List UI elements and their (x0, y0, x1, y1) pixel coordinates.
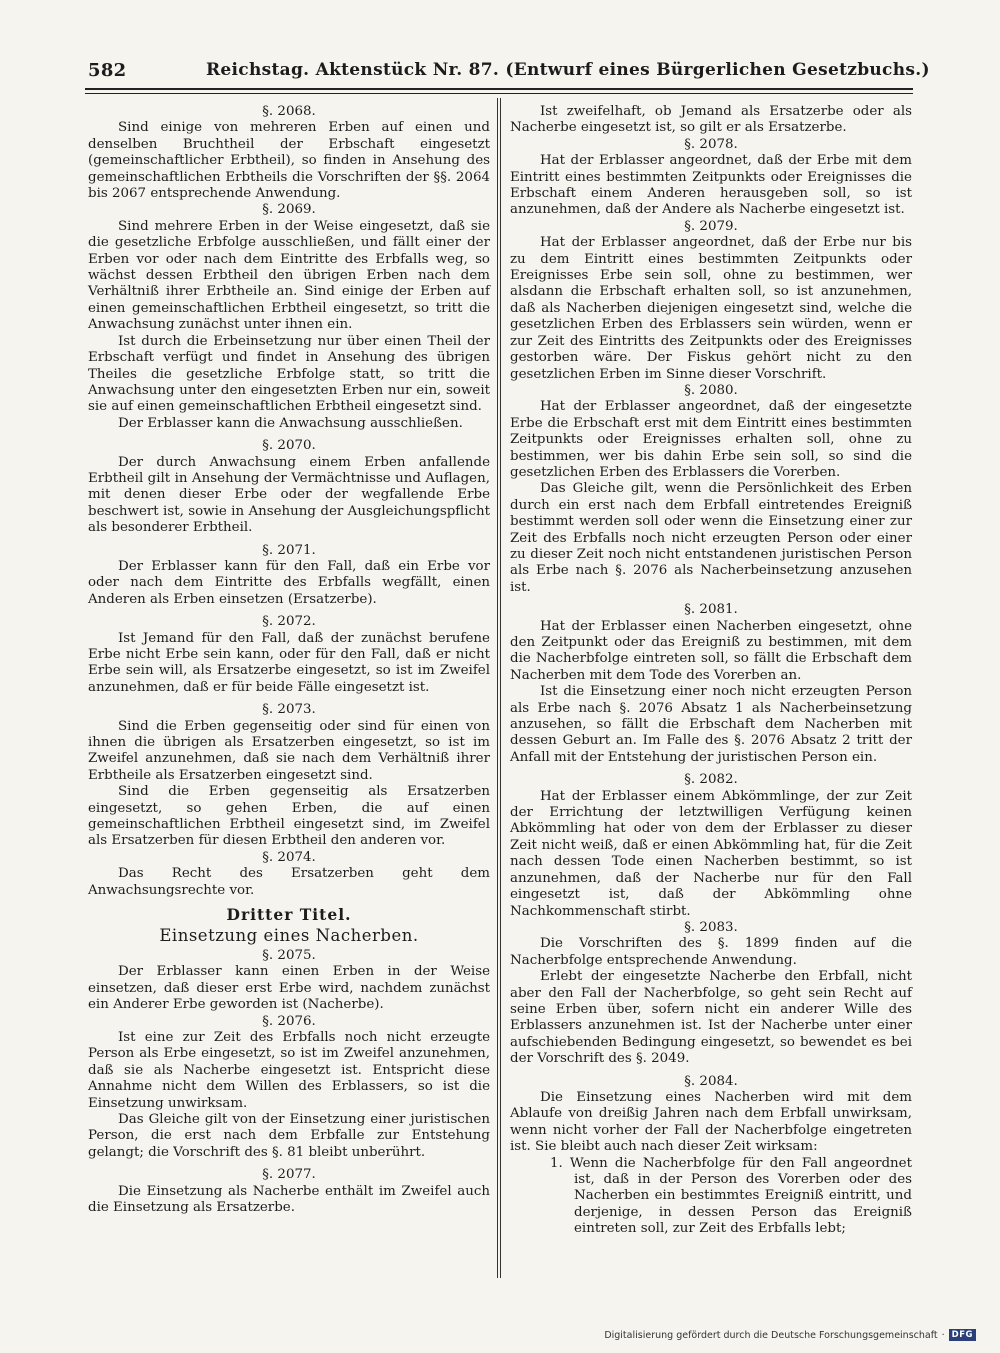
section-heading: §. 2083. (684, 919, 738, 935)
footer-separator: · (941, 1329, 945, 1341)
paragraph: Das Gleiche gilt, wenn die Persönlichkeit des Erben durch ein erst nach dem Erbfall eintretendes Ereigniß bestimmt werden soll oder wenn die Einsetzung einer zur Zeit des Erbfalls noch nicht erzeugten Person oder einer zu dieser Zeit noch nicht entstandenen juristischen Person als Erbe nach §. 2076 als Nacherbeinsetzung anzusehen ist. (510, 481, 912, 595)
section-heading: §. 2079. (684, 218, 738, 234)
paragraph: Die Vorschriften des §. 1899 finden auf die Nacherbfolge entsprechende Anwendung. (510, 936, 912, 968)
paragraph: Hat der Erblasser angeordnet, daß der Erbe mit dem Eintritt eines bestimmten Zeitpunkts oder Ereignisses die Erbschaft einem Anderen herausgeben soll, so ist anzunehmen, daß der Andere als Nacherbe eingesetzt ist. (510, 153, 912, 218)
paragraph: Das Gleiche gilt von der Einsetzung einer juristischen Person, die erst nach dem Erbfalle zur Entstehung gelangt; die Vorschrift des §. 81 bleibt unberührt. (88, 1111, 490, 1160)
list-item: 1. Wenn die Nacherbfolge für den Fall angeordnet ist, daß in der Person des Vorerben oder des Nacherben ein bestimmtes Ereigniß eintritt, und derjenige, in dessen Person das Ereigniß eintreten soll, zur Zeit des Erbfalls lebt; (550, 1155, 912, 1237)
paragraph: Hat der Erblasser einen Nacherben eingesetzt, ohne den Zeitpunkt oder das Ereigniß zu bestimmen, mit dem die Nacherbfolge eintreten soll, so fällt die Erbschaft dem Nacherben mit dem Tode des Vorerben an. (510, 618, 912, 683)
header-rule-thin (85, 93, 913, 94)
page-number: 582 (88, 60, 127, 81)
section-heading: §. 2075. (262, 947, 316, 963)
paragraph: Der Erblasser kann einen Erben in der Weise einsetzen, daß dieser erst Erbe wird, nachdem zunächst ein Anderer Erbe geworden ist (Nacherbe). (88, 964, 490, 1013)
paragraph: Ist eine zur Zeit des Erbfalls noch nicht erzeugte Person als Erbe eingesetzt, so ist im Zweifel anzunehmen, daß sie als Nacherbe eingesetzt ist. Entspricht diese Annahme nicht dem Willen des Erblassers, so ist die Einsetzung unwirksam. (88, 1029, 490, 1111)
paragraph: Ist durch die Erbeinsetzung nur über einen Theil der Erbschaft verfügt und findet in Ansehung des übrigen Theiles die gesetzliche Erbfolge statt, so tritt die Anwachsung unter den eingesetzten Erben nur ein, soweit sie auf einen gemeinschaftlichen Erbtheil eingesetzt sind. (88, 333, 490, 415)
paragraph: Sind die Erben gegenseitig oder sind für einen von ihnen die übrigen als Ersatzerben eingesetzt, so ist im Zweifel anzunehmen, daß sie nach dem Verhältniß ihrer Erbtheile als Ersatzerben eingesetzt sind. (88, 718, 490, 783)
paragraph: Sind die Erben gegenseitig als Ersatzerben eingesetzt, so gehen Erben, die auf einen gemeinschaftlichen Erbtheil eingesetzt sind, im Zweifel als Ersatzerben für diesen Erbtheil den anderen vor. (88, 784, 490, 849)
paragraph: Die Einsetzung als Nacherbe enthält im Zweifel auch die Einsetzung als Ersatzerbe. (88, 1183, 490, 1215)
paragraph: Der durch Anwachsung einem Erben anfallende Erbtheil gilt in Ansehung der Vermächtnisse und Auflagen, mit denen dieser Erbe oder der wegfallende Erbe beschwert ist, sowie in Ansehung der Ausgleichungspflicht als besonderer Erbtheil. (88, 454, 490, 536)
section-heading: §. 2077. (262, 1167, 316, 1183)
section-heading: §. 2084. (684, 1073, 738, 1089)
paragraph: Ist Jemand für den Fall, daß der zunächst berufene Erbe nicht Erbe sein kann, oder für den Fall, daß er nicht Erbe sein will, als Ersatzerbe eingesetzt, so ist im Zweifel anzunehmen, daß er für beide Fälle eingesetzt ist. (88, 630, 490, 695)
paragraph: Hat der Erblasser angeordnet, daß der eingesetzte Erbe die Erbschaft erst mit dem Eintritt eines bestimmten Zeitpunkts oder Ereignisses erhalten soll, ohne zu bestimmen, wer bis dahin Erbe sein soll, so sind die gesetzlichen Erben des Erblassers die Vorerben. (510, 399, 912, 480)
paragraph: Ist zweifelhaft, ob Jemand als Ersatzerbe oder als Nacherbe eingesetzt ist, so gilt er als Ersatzerbe. (510, 104, 912, 136)
section-heading: §. 2080. (684, 382, 738, 398)
running-title: Reichstag. Aktenstück Nr. 87. (Entwurf eines Bürgerlichen Gesetzbuchs.) (206, 60, 930, 80)
section-heading: §. 2082. (684, 772, 738, 788)
section-heading: §. 2074. (262, 849, 316, 865)
paragraph: Der Erblasser kann für den Fall, daß ein Erbe vor oder nach dem Eintritte des Erbfalls wegfällt, einen Anderen als Erben einsetzen (Ersatzerbe). (88, 558, 490, 607)
dfg-logo-icon: DFG (949, 1329, 976, 1341)
column-divider-inner (500, 98, 501, 1278)
paragraph: Hat der Erblasser angeordnet, daß der Erbe nur bis zu dem Eintritt eines bestimmten Zeitpunkts oder Ereignisses Erbe sein soll, ohne zu bestimmen, wer alsdann die Erbschaft erhalten soll, so ist anzunehmen, daß als Nacherben diejenigen eingesetzt sind, welche die gesetzlichen Erben des Erblassers sein würden, wenn er zur Zeit des Eintritts des Zeitpunkts oder des Ereignisses gestorben wäre. Der Fiskus gehört nicht zu den gesetzlichen Erben im Sinne dieser Vorschrift. (510, 235, 912, 382)
section-heading: §. 2070. (262, 438, 316, 454)
section-heading: §. 2068. (262, 104, 316, 119)
paragraph: Sind mehrere Erben in der Weise eingesetzt, daß sie die gesetzliche Erbfolge ausschließen, und fällt einer der Erben vor oder nach dem Eintritte des Erbfalls weg, so wächst dessen Erbtheil den übrigen Erben nach dem Verhältniß ihrer Erbtheile an. Sind einige der Erben auf einen gemeinschaftlichen Erbtheil eingesetzt, so tritt die Anwachsung zunächst unter ihnen ein. (88, 218, 490, 333)
section-heading: §. 2069. (262, 202, 316, 218)
section-heading: §. 2072. (262, 614, 316, 630)
paragraph: Der Erblasser kann die Anwachsung ausschließen. (118, 415, 463, 431)
paragraph: Hat der Erblasser einem Abkömmlinge, der zur Zeit der Errichtung der letztwilligen Verfügung keinen Abkömmling hat oder von dem der Erblasser zu dieser Zeit nicht weiß, daß er einen Abkömmling hat, für die Zeit nach dessen Tode einen Nacherben bestimmt, so ist anzunehmen, daß der Nacherbe nur für den Fall eingesetzt ist, daß der Abkömmling ohne Nachkommenschaft stirbt. (510, 788, 912, 919)
section-heading: §. 2073. (262, 702, 316, 718)
page-header (88, 58, 930, 84)
right-column (510, 104, 912, 1238)
funding-footer (604, 1326, 976, 1344)
paragraph: Die Einsetzung eines Nacherben wird mit dem Ablaufe von dreißig Jahren nach dem Erbfall unwirksam, wenn nicht vorher der Fall der Nacherbfolge eingetreten ist. Sie bleibt auch nach dieser Zeit wirksam: (510, 1089, 912, 1155)
subtitle-heading: Einsetzung eines Nacherben. (159, 925, 419, 945)
column-divider (497, 98, 498, 1278)
section-heading: §. 2076. (262, 1013, 316, 1029)
paragraph: Das Recht des Ersatzerben geht dem Anwachsungsrechte vor. (88, 866, 490, 898)
left-column (88, 104, 490, 1216)
section-heading: §. 2078. (684, 136, 738, 152)
section-heading: §. 2071. (262, 542, 316, 558)
footer-text: Digitalisierung gefördert durch die Deutsche Forschungsgemeinschaft (604, 1329, 938, 1341)
paragraph: Ist die Einsetzung einer noch nicht erzeugten Person als Erbe nach §. 2076 Absatz 1 als Nacherbeinsetzung anzusehen, so fällt die Erbschaft dem Nacherben mit dessen Geburt an. Im Falle des §. 2076 Absatz 2 tritt der Anfall mit der Entstehung der juristischen Person ein. (510, 684, 912, 765)
header-rule (85, 88, 913, 90)
paragraph: Erlebt der eingesetzte Nacherbe den Erbfall, nicht aber den Fall der Nacherbfolge, so geht sein Recht auf seine Erben über, sofern nicht ein anderer Wille des Erblassers anzunehmen ist. Ist der Nacherbe unter einer aufschiebenden Bedingung eingesetzt, so bewendet es bei der Vorschrift des §. 2049. (510, 969, 912, 1067)
section-heading: §. 2081. (684, 602, 738, 618)
title-heading: Dritter Titel. (226, 905, 352, 925)
paragraph: Sind einige von mehreren Erben auf einen und denselben Bruchtheil der Erbschaft eingesetzt (gemeinschaftlicher Erbtheil), so finden in Ansehung des gemeinschaftlichen Erbtheils die Vorschriften der §§. 2064 bis 2067 entsprechende Anwendung. (88, 120, 490, 202)
